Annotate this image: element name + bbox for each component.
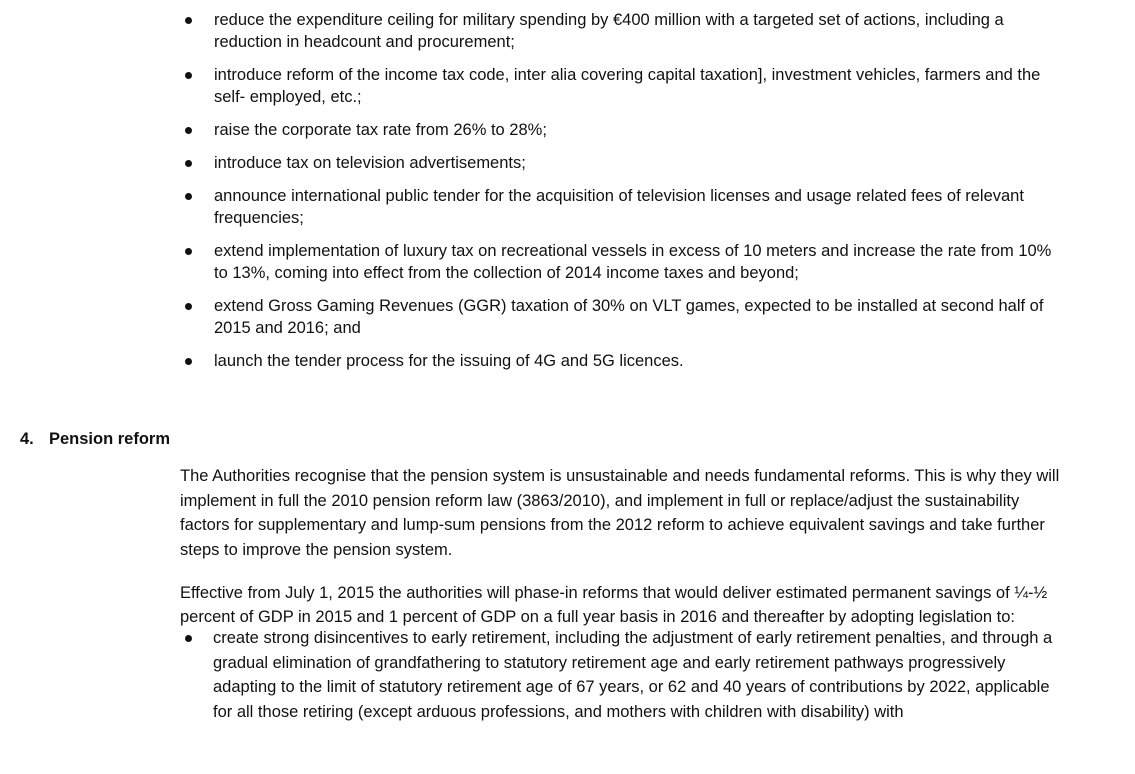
fiscal-measures-list <box>180 9 1060 383</box>
bullet-icon <box>185 358 192 365</box>
list-item-text: extend Gross Gaming Revenues (GGR) taxation of 30% on VLT games, expected to be installed at second half of 2015 and 2016; and <box>214 297 1044 337</box>
list-item-text: announce international public tender for the acquisition of television licenses and usage related fees of relevant frequencies; <box>214 187 1024 227</box>
list-item <box>180 626 1060 724</box>
bullet-icon <box>185 72 192 79</box>
section-number: 4. <box>20 430 34 448</box>
effective-paragraph: Effective from July 1, 2015 the authorities will phase-in reforms that would deliver estimated permanent savings of ¼-½ percent of GDP in 2015 and 1 percent of GDP on a full year basis in 2016 and thereafter by adopting legislation to: <box>180 584 1048 626</box>
bullet-icon <box>185 635 192 642</box>
list-item-text: create strong disincentives to early retirement, including the adjustment of early retirement penalties, and through a gradual elimination of grandfathering to statutory retirement age and early retirement pathways progressively adapting to the limit of statutory retirement age of 67 years, or 62 and 40 years of contributions by 2022, applicable for all those retiring (except arduous professions, and mothers with children with disability) with <box>213 629 1053 721</box>
section-heading <box>20 428 170 450</box>
list-item <box>180 119 1060 141</box>
bullet-icon <box>185 193 192 200</box>
list-item-text: launch the tender process for the issuing of 4G and 5G licences. <box>214 352 684 370</box>
list-item <box>180 9 1060 53</box>
list-item-text: raise the corporate tax rate from 26% to 28%; <box>214 121 547 139</box>
list-item <box>180 64 1060 108</box>
list-item <box>180 185 1060 229</box>
list-item <box>180 295 1060 339</box>
list-item-text: reduce the expenditure ceiling for military spending by €400 million with a targeted set of actions, including a reduction in headcount and procurement; <box>214 11 1004 51</box>
pension-measures-list <box>180 626 1060 724</box>
bullet-icon <box>185 127 192 134</box>
list-item-text: introduce tax on television advertisements; <box>214 154 526 172</box>
section-title: Pension reform <box>49 430 171 448</box>
bullet-icon <box>185 160 192 167</box>
list-item <box>180 240 1060 284</box>
bullet-icon <box>185 303 192 310</box>
intro-paragraph: The Authorities recognise that the pension system is unsustainable and needs fundamental reforms. This is why they will implement in full the 2010 pension reform law (3863/2010), and implement in full or replace/adjust the sustainability factors for supplementary and lump-sum pensions from the 2012 reform to achieve equivalent savings and take further steps to improve the pension system. <box>180 467 1060 559</box>
list-item <box>180 350 1060 372</box>
bullet-icon <box>185 17 192 24</box>
list-item-text: introduce reform of the income tax code, inter alia covering capital taxation], investment vehicles, farmers and the self- employed, etc.; <box>214 66 1041 106</box>
bullet-icon <box>185 248 192 255</box>
list-item-text: extend implementation of luxury tax on recreational vessels in excess of 10 meters and increase the rate from 10% to 13%, coming into effect from the collection of 2014 income taxes and beyond; <box>214 242 1052 282</box>
list-item <box>180 152 1060 174</box>
